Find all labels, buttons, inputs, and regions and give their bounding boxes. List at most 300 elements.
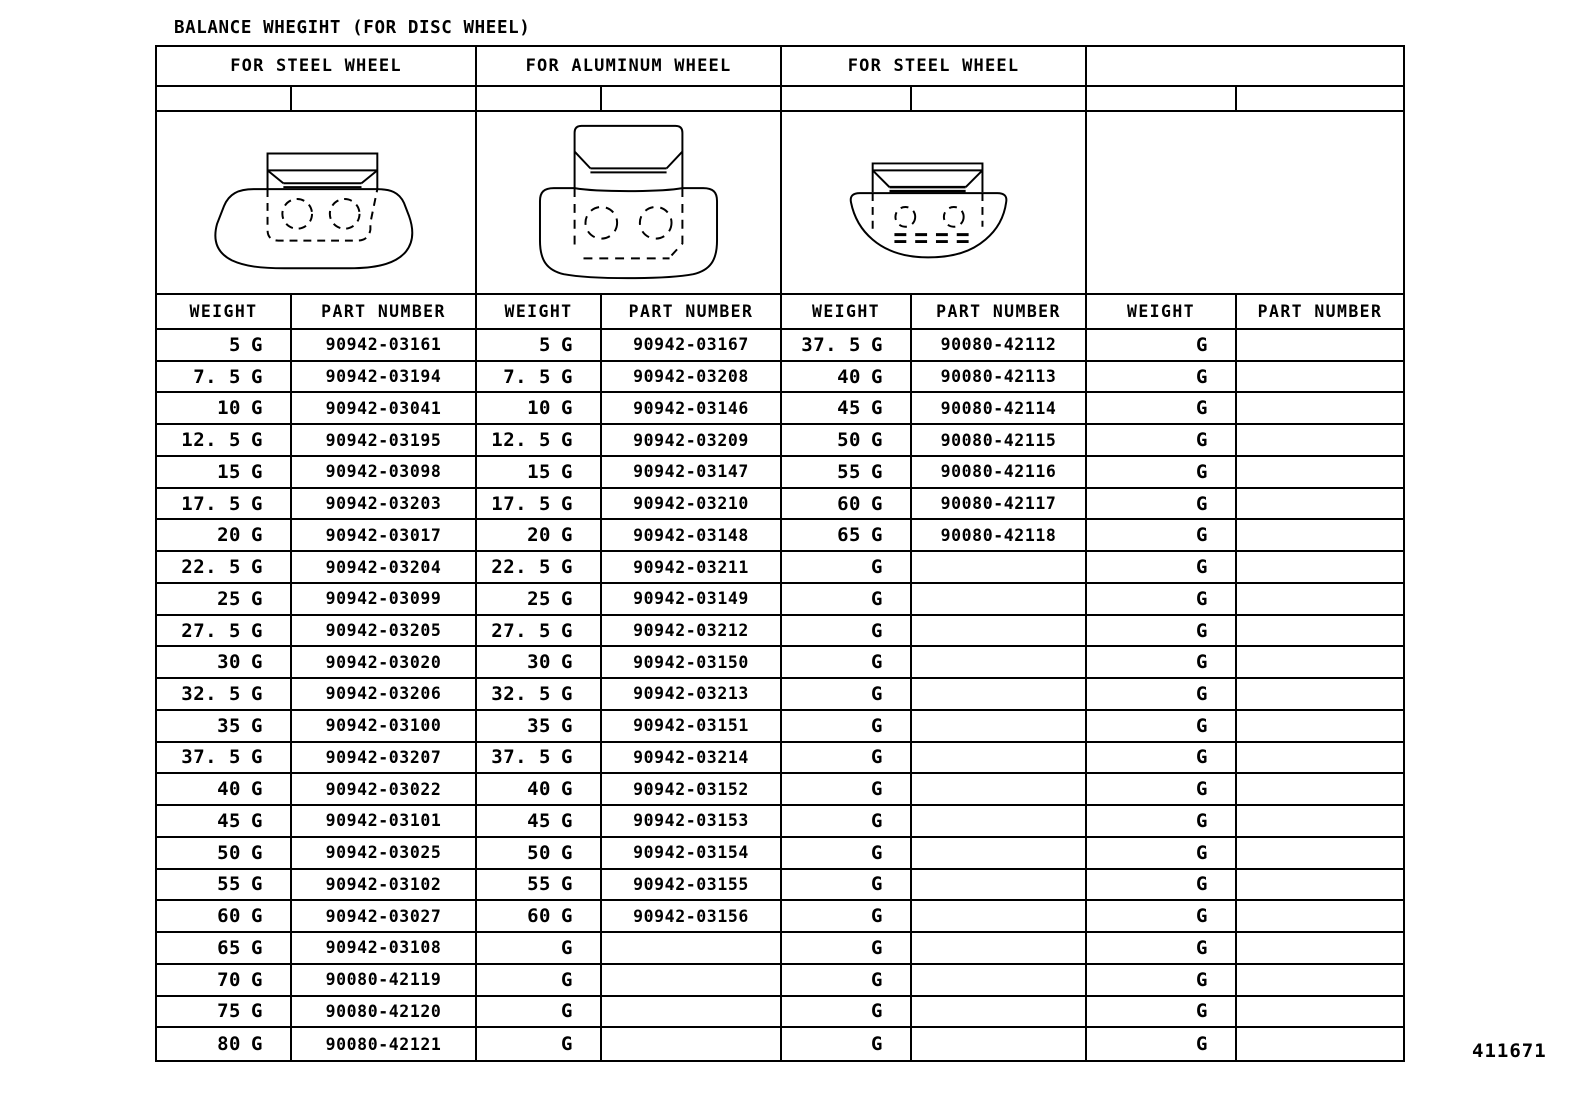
part-number-cell — [1237, 552, 1403, 584]
group-header-steel-wheel: FOR STEEL WHEEL — [157, 47, 477, 87]
weight-cell — [1087, 711, 1237, 743]
subheader-cell — [1087, 87, 1237, 112]
weight-cell — [782, 362, 912, 394]
subheader-cell — [1237, 87, 1403, 112]
part-number-cell: 90942-03149 — [602, 584, 782, 616]
weight-unit-label: G — [871, 809, 883, 832]
part-number-cell: 90942-03098 — [292, 457, 477, 489]
weight-value: 37. 5 — [491, 746, 551, 769]
steel-wheel-balance-weight-drawing — [157, 112, 475, 293]
part-number-cell: 90942-03022 — [292, 774, 477, 806]
weight-unit-label: G — [561, 587, 573, 610]
weight-unit-label: G — [1196, 429, 1208, 452]
part-number-cell — [912, 647, 1087, 679]
weight-cell — [157, 552, 292, 584]
weight-unit-label: G — [561, 1000, 573, 1023]
part-number-cell: 90942-03148 — [602, 520, 782, 552]
part-number-cell: 90942-03025 — [292, 838, 477, 870]
weight-unit-label: G — [1196, 746, 1208, 769]
weight-value: 7. 5 — [503, 365, 551, 388]
weight-cell — [1087, 552, 1237, 584]
subheader-cell — [477, 87, 602, 112]
part-number-cell — [912, 679, 1087, 711]
part-number-cell — [912, 870, 1087, 902]
empty-illustration-cell — [1087, 112, 1403, 295]
part-number-cell — [912, 806, 1087, 838]
weight-unit-label: G — [871, 936, 883, 959]
weight-unit-label: G — [1196, 1000, 1208, 1023]
part-number-cell — [1237, 838, 1403, 870]
balance-weight-table — [155, 45, 1405, 1062]
weight-unit-label: G — [251, 619, 263, 642]
weight-cell — [477, 679, 602, 711]
weight-value: 10 — [217, 397, 241, 420]
part-number-cell — [912, 933, 1087, 965]
weight-cell — [782, 647, 912, 679]
part-number-cell — [1237, 774, 1403, 806]
weight-unit-label: G — [1196, 682, 1208, 705]
part-number-cell: 90080-42117 — [912, 489, 1087, 521]
part-number-cell — [1237, 330, 1403, 362]
weight-cell — [477, 584, 602, 616]
part-number-column-header: PART NUMBER — [912, 295, 1087, 330]
weight-unit-label: G — [871, 841, 883, 864]
part-number-cell — [1237, 743, 1403, 775]
weight-unit-label: G — [871, 556, 883, 579]
weight-cell — [157, 997, 292, 1029]
weight-cell — [477, 393, 602, 425]
part-number-cell: 90080-42114 — [912, 393, 1087, 425]
weight-unit-label: G — [1196, 809, 1208, 832]
part-number-cell: 90942-03195 — [292, 425, 477, 457]
part-number-cell — [1237, 806, 1403, 838]
weight-value: 37. 5 — [181, 746, 241, 769]
weight-cell — [1087, 362, 1237, 394]
part-number-cell: 90942-03108 — [292, 933, 477, 965]
weight-value: 25 — [217, 587, 241, 610]
weight-cell — [157, 362, 292, 394]
weight-unit-label: G — [1196, 936, 1208, 959]
weight-unit-label: G — [871, 714, 883, 737]
weight-unit-label: G — [1196, 651, 1208, 674]
part-number-cell: 90942-03101 — [292, 806, 477, 838]
weight-value: 35 — [217, 714, 241, 737]
weight-unit-label: G — [1196, 460, 1208, 483]
part-number-cell — [1237, 362, 1403, 394]
weight-cell — [157, 616, 292, 648]
weight-cell — [1087, 584, 1237, 616]
weight-cell — [782, 870, 912, 902]
weight-value: 60 — [527, 905, 551, 928]
group-header-steel-wheel-2: FOR STEEL WHEEL — [782, 47, 1087, 87]
weight-unit-label: G — [1196, 587, 1208, 610]
weight-unit-label: G — [251, 936, 263, 959]
weight-unit-label: G — [871, 651, 883, 674]
part-number-cell: 90942-03017 — [292, 520, 477, 552]
weight-value: 27. 5 — [491, 619, 551, 642]
weight-unit-label: G — [251, 968, 263, 991]
weight-value: 10 — [527, 397, 551, 420]
weight-cell — [157, 679, 292, 711]
part-number-cell — [912, 711, 1087, 743]
aluminum-wheel-weight-illustration-cell — [477, 112, 782, 295]
weight-cell — [782, 616, 912, 648]
weight-value: 30 — [217, 651, 241, 674]
weight-cell — [477, 838, 602, 870]
part-number-cell: 90080-42113 — [912, 362, 1087, 394]
weight-cell — [782, 584, 912, 616]
part-number-cell — [912, 965, 1087, 997]
weight-unit-label: G — [1196, 1033, 1208, 1056]
weight-cell — [782, 901, 912, 933]
weight-cell — [477, 616, 602, 648]
weight-unit-label: G — [561, 968, 573, 991]
weight-unit-label: G — [561, 333, 573, 356]
weight-cell — [1087, 933, 1237, 965]
weight-cell — [157, 489, 292, 521]
weight-unit-label: G — [251, 1033, 263, 1056]
part-number-cell — [1237, 933, 1403, 965]
part-number-cell: 90942-03211 — [602, 552, 782, 584]
weight-value: 65 — [837, 524, 861, 547]
part-number-cell — [912, 743, 1087, 775]
group-header-aluminum-wheel: FOR ALUMINUM WHEEL — [477, 47, 782, 87]
weight-value: 17. 5 — [181, 492, 241, 515]
group-header-empty — [1087, 47, 1403, 87]
part-number-cell: 90942-03102 — [292, 870, 477, 902]
weight-cell — [782, 489, 912, 521]
weight-value: 25 — [527, 587, 551, 610]
steel-wheel-weight-illustration-cell — [157, 112, 477, 295]
weight-unit-label: G — [871, 397, 883, 420]
part-number-cell: 90942-03153 — [602, 806, 782, 838]
weight-cell — [157, 584, 292, 616]
weight-unit-label: G — [871, 682, 883, 705]
weight-unit-label: G — [561, 746, 573, 769]
weight-unit-label: G — [561, 778, 573, 801]
part-number-cell: 90942-03203 — [292, 489, 477, 521]
part-number-cell — [912, 901, 1087, 933]
part-number-cell — [912, 838, 1087, 870]
part-number-cell: 90080-42121 — [292, 1028, 477, 1060]
weight-cell — [477, 933, 602, 965]
doc-number: 411671 — [1472, 1040, 1547, 1062]
part-number-cell — [1237, 901, 1403, 933]
weight-cell — [782, 997, 912, 1029]
weight-cell — [1087, 457, 1237, 489]
part-number-cell: 90942-03147 — [602, 457, 782, 489]
weight-unit-label: G — [251, 365, 263, 388]
weight-unit-label: G — [561, 429, 573, 452]
weight-cell — [157, 933, 292, 965]
weight-value: 75 — [217, 1000, 241, 1023]
weight-unit-label: G — [561, 397, 573, 420]
weight-cell — [1087, 393, 1237, 425]
part-number-cell — [602, 965, 782, 997]
weight-cell — [157, 647, 292, 679]
weight-unit-label: G — [251, 778, 263, 801]
weight-value: 27. 5 — [181, 619, 241, 642]
weight-cell — [477, 1028, 602, 1060]
weight-column-header: WEIGHT — [782, 295, 912, 330]
weight-unit-label: G — [251, 714, 263, 737]
part-number-column-header: PART NUMBER — [292, 295, 477, 330]
weight-cell — [477, 489, 602, 521]
part-number-cell: 90942-03151 — [602, 711, 782, 743]
part-number-cell: 90942-03150 — [602, 647, 782, 679]
weight-value: 5 — [229, 333, 241, 356]
weight-cell — [782, 393, 912, 425]
weight-unit-label: G — [251, 651, 263, 674]
weight-unit-label: G — [871, 1033, 883, 1056]
part-number-cell: 90942-03146 — [602, 393, 782, 425]
weight-value: 50 — [217, 841, 241, 864]
weight-unit-label: G — [1196, 556, 1208, 579]
weight-value: 55 — [527, 873, 551, 896]
weight-cell — [782, 1028, 912, 1060]
weight-unit-label: G — [561, 1033, 573, 1056]
weight-value: 15 — [527, 460, 551, 483]
weight-value: 50 — [527, 841, 551, 864]
part-number-cell: 90080-42118 — [912, 520, 1087, 552]
weight-value: 40 — [837, 365, 861, 388]
weight-column-header: WEIGHT — [1087, 295, 1237, 330]
part-number-cell — [1237, 679, 1403, 711]
part-number-cell — [1237, 457, 1403, 489]
weight-cell — [782, 743, 912, 775]
weight-cell — [1087, 489, 1237, 521]
weight-unit-label: G — [251, 873, 263, 896]
weight-column-header: WEIGHT — [157, 295, 292, 330]
weight-cell — [1087, 774, 1237, 806]
weight-unit-label: G — [251, 492, 263, 515]
weight-unit-label: G — [871, 873, 883, 896]
weight-cell — [157, 838, 292, 870]
weight-unit-label: G — [251, 556, 263, 579]
part-number-cell: 90942-03027 — [292, 901, 477, 933]
weight-cell — [157, 870, 292, 902]
weight-cell — [477, 774, 602, 806]
weight-cell — [477, 997, 602, 1029]
weight-unit-label: G — [1196, 873, 1208, 896]
weight-value: 40 — [217, 778, 241, 801]
part-number-cell: 90942-03100 — [292, 711, 477, 743]
part-number-cell: 90942-03213 — [602, 679, 782, 711]
weight-cell — [1087, 330, 1237, 362]
weight-unit-label: G — [871, 1000, 883, 1023]
part-number-cell — [602, 997, 782, 1029]
weight-cell — [157, 425, 292, 457]
weight-value: 55 — [217, 873, 241, 896]
weight-unit-label: G — [1196, 492, 1208, 515]
weight-unit-label: G — [251, 905, 263, 928]
part-number-cell: 90942-03154 — [602, 838, 782, 870]
weight-unit-label: G — [251, 333, 263, 356]
weight-unit-label: G — [561, 873, 573, 896]
part-number-cell — [602, 1028, 782, 1060]
weight-unit-label: G — [871, 365, 883, 388]
part-number-cell: 90942-03210 — [602, 489, 782, 521]
weight-cell — [477, 870, 602, 902]
weight-unit-label: G — [1196, 968, 1208, 991]
part-number-cell: 90942-03206 — [292, 679, 477, 711]
weight-cell — [1087, 647, 1237, 679]
weight-cell — [1087, 997, 1237, 1029]
weight-cell — [782, 552, 912, 584]
weight-value: 20 — [217, 524, 241, 547]
weight-cell — [477, 362, 602, 394]
weight-cell — [1087, 901, 1237, 933]
part-number-cell — [912, 616, 1087, 648]
weight-cell — [782, 774, 912, 806]
part-number-cell: 90942-03161 — [292, 330, 477, 362]
part-number-cell — [912, 774, 1087, 806]
weight-value: 80 — [217, 1033, 241, 1056]
part-number-column-header: PART NUMBER — [602, 295, 782, 330]
weight-cell — [782, 806, 912, 838]
weight-value: 60 — [837, 492, 861, 515]
weight-value: 40 — [527, 778, 551, 801]
steel-wheel-balance-weight-low-profile-drawing — [783, 112, 1084, 293]
part-number-cell — [912, 552, 1087, 584]
weight-cell — [1087, 965, 1237, 997]
part-number-cell — [1237, 647, 1403, 679]
weight-unit-label: G — [251, 460, 263, 483]
weight-cell — [477, 901, 602, 933]
part-number-cell — [912, 997, 1087, 1029]
weight-value: 35 — [527, 714, 551, 737]
weight-cell — [477, 552, 602, 584]
weight-unit-label: G — [561, 682, 573, 705]
part-number-cell — [912, 1028, 1087, 1060]
weight-cell — [1087, 806, 1237, 838]
part-number-cell: 90942-03099 — [292, 584, 477, 616]
weight-cell — [1087, 838, 1237, 870]
weight-cell — [782, 679, 912, 711]
weight-unit-label: G — [871, 460, 883, 483]
part-number-cell — [602, 933, 782, 965]
part-number-cell — [1237, 1028, 1403, 1060]
part-number-cell: 90080-42112 — [912, 330, 1087, 362]
weight-value: 50 — [837, 429, 861, 452]
weight-value: 45 — [837, 397, 861, 420]
weight-unit-label: G — [1196, 778, 1208, 801]
weight-column-header: WEIGHT — [477, 295, 602, 330]
weight-unit-label: G — [561, 619, 573, 642]
weight-unit-label: G — [561, 524, 573, 547]
part-number-cell: 90942-03207 — [292, 743, 477, 775]
weight-unit-label: G — [871, 905, 883, 928]
subheader-cell — [292, 87, 477, 112]
weight-unit-label: G — [251, 682, 263, 705]
weight-value: 17. 5 — [491, 492, 551, 515]
weight-cell — [782, 425, 912, 457]
weight-cell — [157, 393, 292, 425]
part-number-cell — [1237, 393, 1403, 425]
part-number-cell: 90942-03209 — [602, 425, 782, 457]
weight-unit-label: G — [251, 809, 263, 832]
part-number-cell — [1237, 711, 1403, 743]
weight-cell — [157, 711, 292, 743]
part-number-cell — [912, 584, 1087, 616]
part-number-cell: 90942-03212 — [602, 616, 782, 648]
weight-unit-label: G — [251, 524, 263, 547]
part-number-cell: 90942-03152 — [602, 774, 782, 806]
weight-unit-label: G — [1196, 333, 1208, 356]
weight-cell — [1087, 870, 1237, 902]
weight-unit-label: G — [1196, 365, 1208, 388]
part-number-cell — [1237, 616, 1403, 648]
weight-value: 45 — [527, 809, 551, 832]
weight-unit-label: G — [561, 841, 573, 864]
weight-unit-label: G — [561, 905, 573, 928]
weight-value: 55 — [837, 460, 861, 483]
weight-value: 22. 5 — [491, 556, 551, 579]
weight-unit-label: G — [561, 936, 573, 959]
weight-cell — [782, 933, 912, 965]
weight-value: 65 — [217, 936, 241, 959]
weight-cell — [782, 711, 912, 743]
weight-cell — [782, 520, 912, 552]
weight-unit-label: G — [1196, 841, 1208, 864]
weight-cell — [477, 425, 602, 457]
part-number-cell: 90942-03214 — [602, 743, 782, 775]
weight-cell — [1087, 679, 1237, 711]
weight-cell — [157, 520, 292, 552]
weight-unit-label: G — [1196, 397, 1208, 420]
weight-unit-label: G — [1196, 905, 1208, 928]
part-number-cell — [1237, 584, 1403, 616]
part-number-cell: 90942-03167 — [602, 330, 782, 362]
weight-cell — [782, 838, 912, 870]
weight-unit-label: G — [871, 492, 883, 515]
weight-unit-label: G — [561, 651, 573, 674]
part-number-cell: 90942-03208 — [602, 362, 782, 394]
weight-value: 37. 5 — [801, 333, 861, 356]
weight-unit-label: G — [871, 333, 883, 356]
weight-unit-label: G — [1196, 524, 1208, 547]
weight-value: 32. 5 — [491, 682, 551, 705]
part-number-cell: 90942-03156 — [602, 901, 782, 933]
weight-value: 22. 5 — [181, 556, 241, 579]
weight-value: 12. 5 — [181, 429, 241, 452]
subheader-cell — [912, 87, 1087, 112]
aluminum-wheel-balance-weight-drawing — [478, 112, 779, 293]
weight-cell — [477, 330, 602, 362]
weight-cell — [1087, 616, 1237, 648]
weight-cell — [1087, 520, 1237, 552]
subheader-cell — [602, 87, 782, 112]
weight-unit-label: G — [251, 397, 263, 420]
weight-unit-label: G — [871, 524, 883, 547]
part-number-cell: 90942-03205 — [292, 616, 477, 648]
weight-unit-label: G — [1196, 619, 1208, 642]
weight-unit-label: G — [561, 809, 573, 832]
part-number-cell: 90080-42115 — [912, 425, 1087, 457]
weight-unit-label: G — [251, 587, 263, 610]
weight-cell — [157, 1028, 292, 1060]
part-number-cell: 90080-42116 — [912, 457, 1087, 489]
weight-cell — [1087, 425, 1237, 457]
weight-cell — [157, 774, 292, 806]
weight-cell — [782, 457, 912, 489]
weight-unit-label: G — [561, 556, 573, 579]
weight-value: 7. 5 — [193, 365, 241, 388]
subheader-cell — [157, 87, 292, 112]
weight-unit-label: G — [871, 778, 883, 801]
weight-unit-label: G — [561, 714, 573, 737]
part-number-cell — [1237, 425, 1403, 457]
